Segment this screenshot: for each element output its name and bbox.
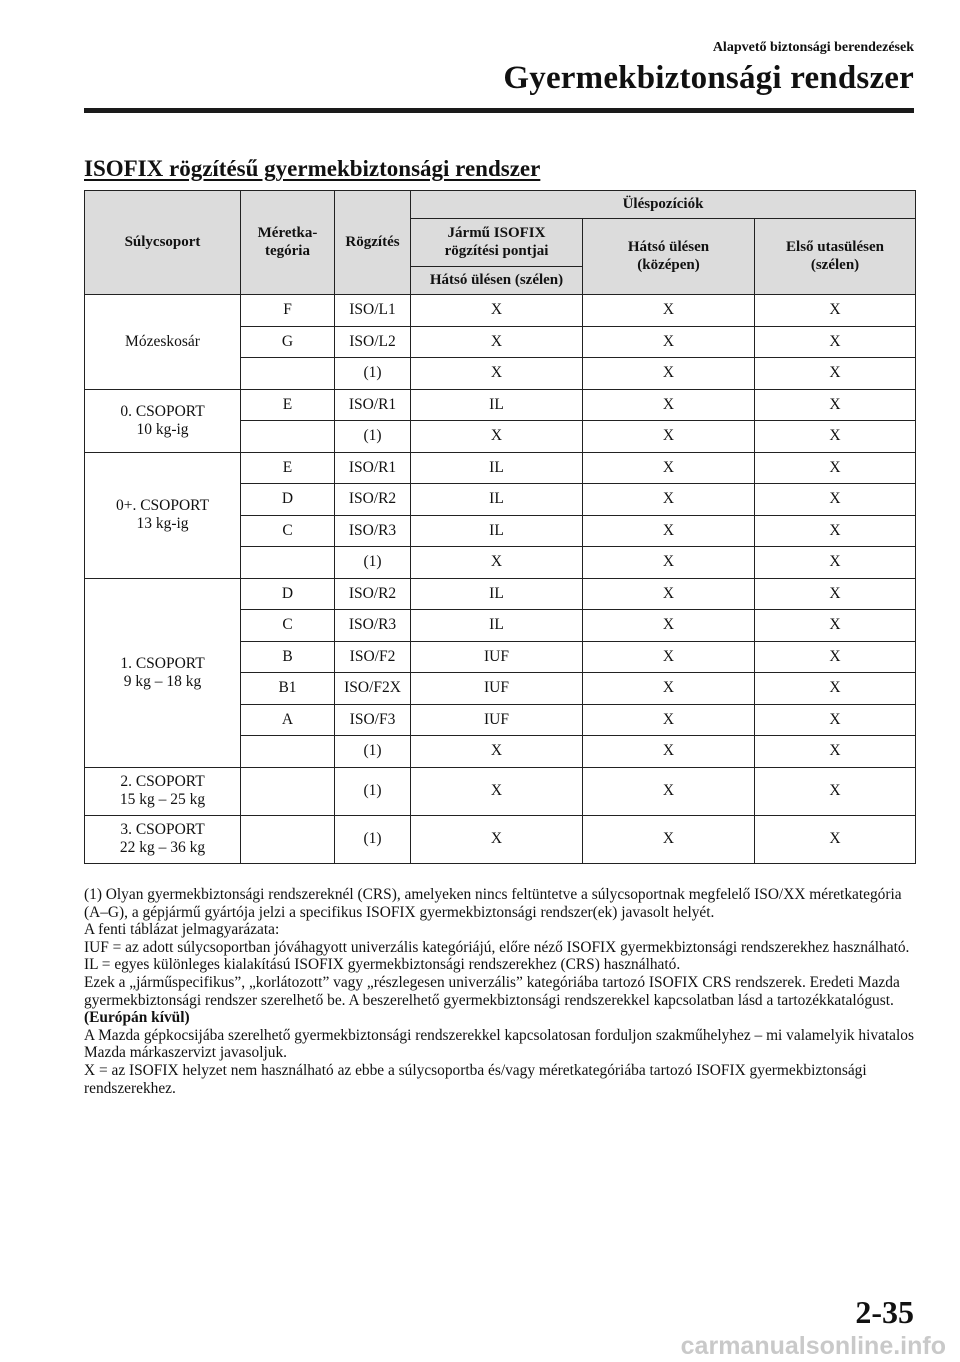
footnote-paragraph: (1) Olyan gyermekbiztonsági rendszereknél (CRS), amelyeken nincs feltüntetve a súlycsoportnak megfelelő ISO/XX méretkategória (A–G), a gépjármű gyártója jelzi a specifikus ISOFIX gyermekbiztonsági rendszer(ek) javasolt helyét.: [84, 886, 902, 921]
table-row: [85, 767, 916, 815]
cell-front: X: [755, 452, 916, 484]
cell-center: X: [583, 484, 755, 516]
cell-fixture: ISO/F3: [335, 704, 411, 736]
cell-size: E: [241, 452, 335, 484]
cell-front: X: [755, 326, 916, 358]
cell-fixture: ISO/F2X: [335, 673, 411, 705]
footnote-paragraph: IL = egyes különleges kialakítású ISOFIX gyermekbiztonsági rendszerekhez (CRS) használható.: [84, 956, 681, 974]
cell-center: X: [583, 610, 755, 642]
cell-front: X: [755, 389, 916, 421]
cell-front: X: [755, 358, 916, 390]
cell-center: X: [583, 767, 755, 815]
footnote-paragraph: IUF = az adott súlycsoportban jóváhagyott univerzális kategóriájú, előre néző ISOFIX gyermekbiztonsági rendszerekhez használható.: [84, 938, 910, 956]
cell-front: X: [755, 421, 916, 453]
cell-front: X: [755, 547, 916, 579]
cell-outboard: IUF: [411, 641, 583, 673]
cell-outboard: IL: [411, 515, 583, 547]
page-number: 2-35: [855, 1294, 914, 1330]
cell-front: X: [755, 484, 916, 516]
cell-size: A: [241, 704, 335, 736]
cell-center: X: [583, 815, 755, 863]
cell-outboard: X: [411, 767, 583, 815]
cell-size: B1: [241, 673, 335, 705]
cell-center: X: [583, 421, 755, 453]
table-row: [85, 389, 916, 421]
cell-size: D: [241, 484, 335, 516]
weight-group-cell: [85, 578, 241, 767]
table-row: [85, 578, 916, 610]
cell-outboard: IUF: [411, 704, 583, 736]
cell-size: F: [241, 295, 335, 327]
chapter-label: Alapvető biztonsági berendezések: [712, 40, 914, 55]
cell-fixture: ISO/F2: [335, 641, 411, 673]
cell-center: X: [583, 704, 755, 736]
weight-group-label: Mózeskosár: [125, 332, 200, 350]
cell-center: X: [583, 673, 755, 705]
cell-outboard: X: [411, 547, 583, 579]
cell-fixture: (1): [335, 736, 411, 768]
header-isofix-points: Jármű ISOFIX rögzítési pontjai: [411, 219, 583, 267]
table-body: [85, 295, 916, 864]
weight-group-cell: [85, 452, 241, 578]
cell-fixture: (1): [335, 815, 411, 863]
cell-center: X: [583, 452, 755, 484]
cell-front: X: [755, 815, 916, 863]
cell-fixture: ISO/L1: [335, 295, 411, 327]
header-seat-positions: Üléspozíciók: [411, 191, 916, 219]
cell-front: X: [755, 641, 916, 673]
cell-size: E: [241, 389, 335, 421]
weight-group-label: 2. CSOPORT: [120, 773, 205, 791]
cell-fixture: (1): [335, 358, 411, 390]
cell-outboard: X: [411, 736, 583, 768]
footnotes: [84, 886, 920, 1097]
table-row: [85, 452, 916, 484]
cell-fixture: (1): [335, 547, 411, 579]
cell-fixture: ISO/R2: [335, 578, 411, 610]
header-fixture: Rögzítés: [335, 191, 411, 295]
cell-size: C: [241, 515, 335, 547]
cell-front: X: [755, 704, 916, 736]
cell-center: X: [583, 295, 755, 327]
cell-front: X: [755, 515, 916, 547]
weight-group-range: 22 kg – 36 kg: [119, 839, 206, 856]
table-row: [85, 295, 916, 327]
cell-outboard: IL: [411, 452, 583, 484]
cell-front: X: [755, 673, 916, 705]
cell-center: X: [583, 326, 755, 358]
cell-outboard: IL: [411, 610, 583, 642]
watermark: carmanualsonline.info: [680, 1332, 946, 1360]
header-front-passenger: Első utasülésen (szélen): [755, 219, 916, 295]
footnote-paragraph: X = az ISOFIX helyzet nem használható az ebbe a súlycsoportba és/vagy méretkategóriába tartozó ISOFIX gyermekbiztonsági rendszerekhez.: [84, 1061, 867, 1097]
header-weight-group: Súlycsoport: [85, 191, 241, 295]
cell-fixture: ISO/R3: [335, 515, 411, 547]
weight-group-cell: [85, 389, 241, 452]
header-rule: [84, 108, 914, 113]
header-rear-outboard: Hátsó ülésen (szélen): [411, 267, 583, 295]
cell-center: X: [583, 641, 755, 673]
cell-fixture: ISO/R1: [335, 452, 411, 484]
weight-group-range: 10 kg-ig: [136, 420, 189, 438]
weight-group-range: 9 kg – 18 kg: [123, 672, 202, 690]
cell-center: X: [583, 547, 755, 579]
cell-fixture: ISO/L2: [335, 326, 411, 358]
cell-center: X: [583, 389, 755, 421]
cell-size: [241, 767, 335, 815]
cell-size: C: [241, 610, 335, 642]
cell-outboard: IL: [411, 389, 583, 421]
weight-group-range: 13 kg-ig: [136, 515, 189, 532]
weight-group-cell: [85, 295, 241, 390]
cell-outboard: IL: [411, 578, 583, 610]
footnote-paragraph: A Mazda gépkocsijába szerelhető gyermekbiztonsági rendszerekkel kapcsolatosan forduljon szakműhelyhez – mi valamelyik hivatalos Mazda márkaszervizt javasoljuk.: [84, 1026, 914, 1062]
footnote-paragraph: (Európán kívül): [84, 1009, 190, 1027]
weight-group-cell: [85, 815, 241, 863]
cell-outboard: X: [411, 815, 583, 863]
cell-size: D: [241, 578, 335, 610]
cell-size: G: [241, 326, 335, 358]
cell-front: X: [755, 736, 916, 768]
cell-center: X: [583, 358, 755, 390]
weight-group-label: 1. CSOPORT: [120, 654, 205, 672]
weight-group-label: 0. CSOPORT: [120, 402, 205, 420]
cell-fixture: (1): [335, 767, 411, 815]
cell-front: X: [755, 610, 916, 642]
cell-size: [241, 736, 335, 768]
header-size-class: Méretka- tegória: [241, 191, 335, 295]
cell-outboard: X: [411, 421, 583, 453]
cell-size: [241, 547, 335, 579]
cell-front: X: [755, 295, 916, 327]
cell-size: [241, 358, 335, 390]
cell-fixture: ISO/R2: [335, 484, 411, 516]
cell-center: X: [583, 578, 755, 610]
section-title: ISOFIX rögzítésű gyermekbiztonsági rendszer: [84, 156, 541, 181]
cell-fixture: ISO/R1: [335, 389, 411, 421]
weight-group-label: 3. CSOPORT: [120, 821, 205, 839]
cell-outboard: X: [411, 295, 583, 327]
cell-size: B: [241, 641, 335, 673]
cell-center: X: [583, 736, 755, 768]
cell-outboard: X: [411, 326, 583, 358]
cell-front: X: [755, 578, 916, 610]
cell-size: [241, 421, 335, 453]
cell-size: [241, 815, 335, 863]
cell-fixture: ISO/R3: [335, 610, 411, 642]
weight-group-label: 0+. CSOPORT: [115, 497, 210, 515]
header-rear-center: Hátsó ülésen (középen): [583, 219, 755, 295]
page-title: Gyermekbiztonsági rendszer: [503, 60, 914, 96]
weight-group-cell: [85, 767, 241, 815]
cell-center: X: [583, 515, 755, 547]
table-row: [85, 815, 916, 863]
isofix-table: [84, 190, 916, 864]
weight-group-range: 15 kg – 25 kg: [119, 791, 206, 808]
footnote-paragraph: Ezek a „járműspecifikus”, „korlátozott” vagy „részlegesen univerzális” kategóriába tartozó ISOFIX CRS rendszerek. Eredeti Mazda gyermekbiztonsági rendszer szerelhető be. A beszerelhető gyermekbiztonsági rendszerekkel kapcsolatban lásd a tartozékkatalógust.: [84, 973, 900, 1009]
cell-front: X: [755, 767, 916, 815]
cell-outboard: X: [411, 358, 583, 390]
cell-fixture: (1): [335, 421, 411, 453]
footnote-paragraph: A fenti táblázat jelmagyarázata:: [84, 921, 280, 939]
cell-outboard: IL: [411, 484, 583, 516]
cell-outboard: IUF: [411, 673, 583, 705]
